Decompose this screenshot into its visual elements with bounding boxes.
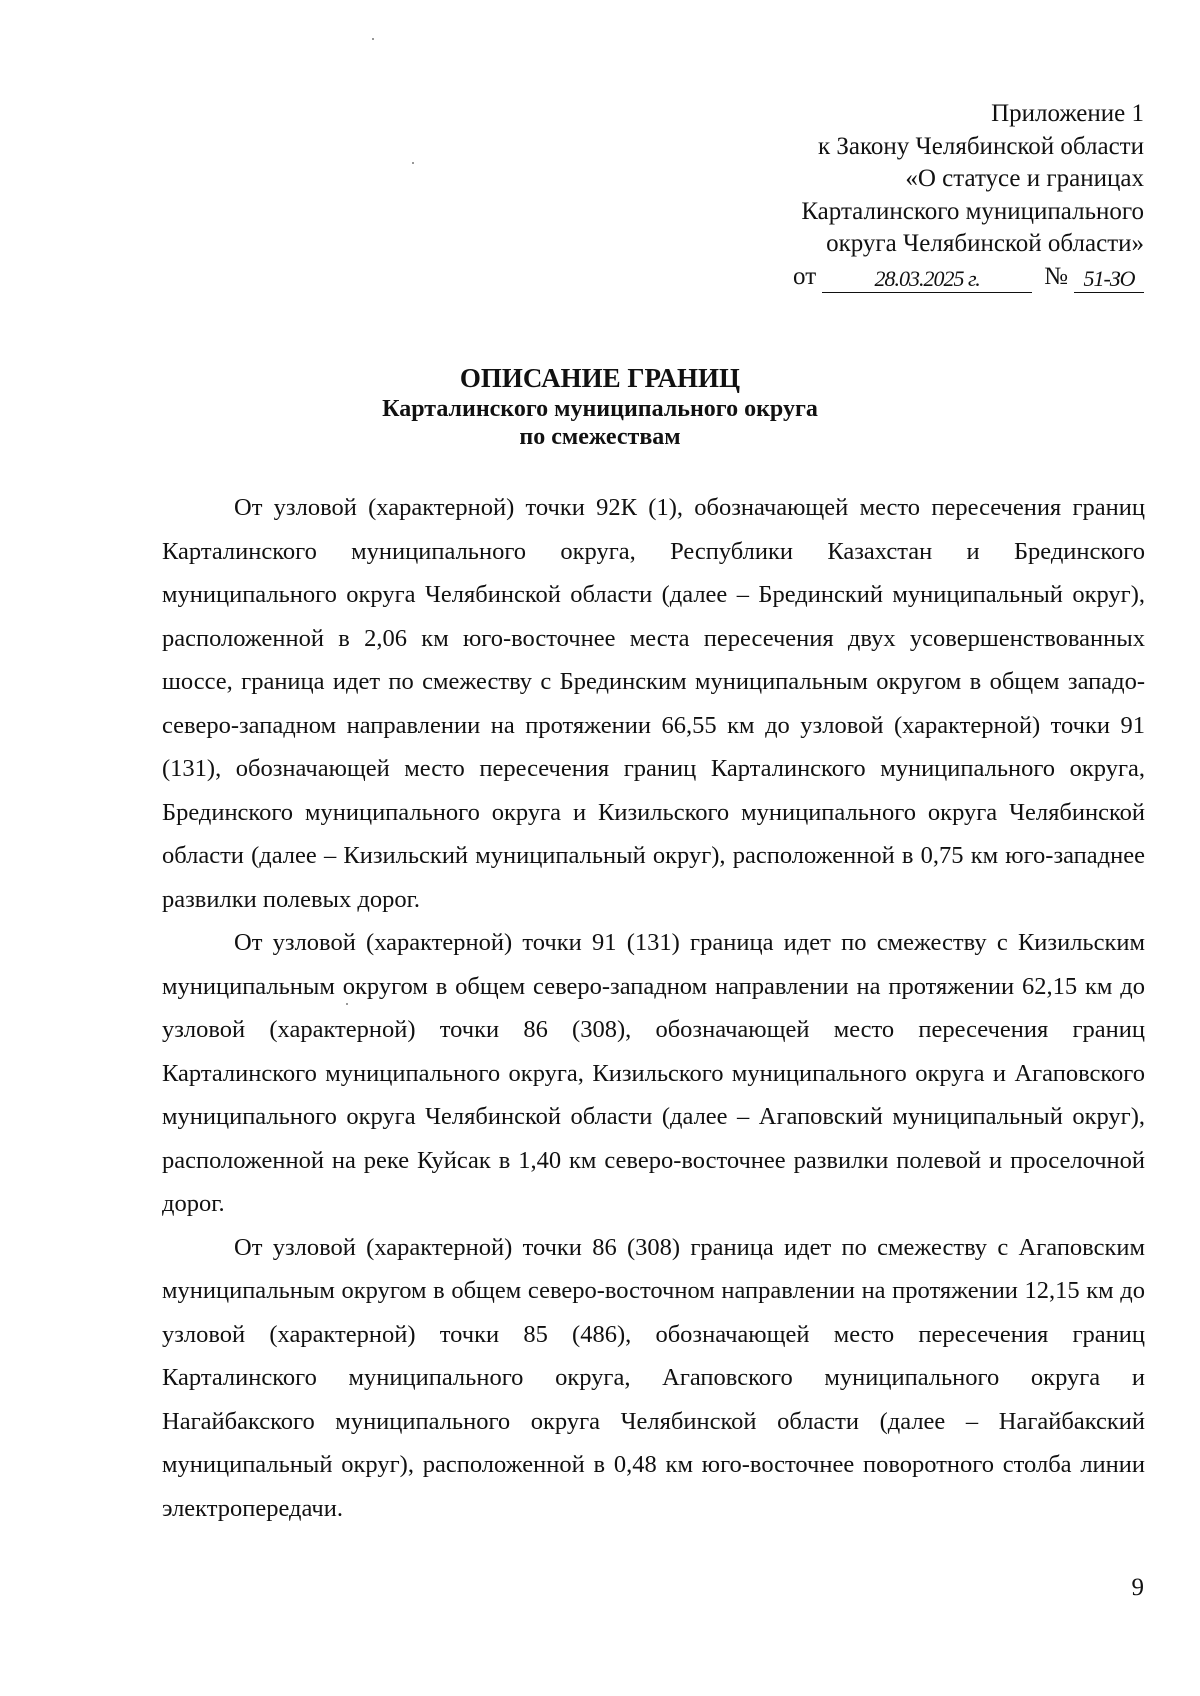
title-line-3: по смежествам — [519, 424, 681, 450]
law-date: 28.03.2025 г. — [822, 266, 1032, 293]
number-prefix: № — [1044, 262, 1068, 290]
date-prefix: от — [793, 262, 817, 290]
title-line-2: Карталинского муниципального округа — [382, 396, 818, 422]
law-number: 51-ЗО — [1074, 266, 1144, 293]
title-line-1: ОПИСАНИЕ ГРАНИЦ — [459, 363, 741, 393]
paragraph: От узловой (характерной) точки 91 (131) граница идет по смежеству с Кизильским муниципальным округом в общем северо-западном направлении на протяжении 62,15 км до узловой (характерной) точки 86 (308), обозначающей место пересечения границ Карталинского муниципального округа, Кизильского муниципального округа и Агаповского муниципального округа Челябинской области (далее – Агаповский муниципальный округ), расположенной на реке Куйсак в 1,40 км северо-восточнее развилки полевой и проселочной дорог. — [162, 929, 1145, 1217]
paragraph: От узловой (характерной) точки 92К (1), обозначающей место пересечения границ Карталинского муниципального округа, Республики Казахстан и Брединского муниципального округа Челябинской области (далее – Брединский муниципальный округ), расположенной в 2,06 км юго-восточнее места пересечения двух усовершенствованных шоссе, граница идет по смежеству с Брединским муниципальным округом в общем западо-северо-западном направлении на протяжении 66,55 км до узловой (характерной) точки 91 (131), обозначающей место пересечения границ Карталинского муниципального округа, Брединского муниципального округа и Кизильского муниципального округа Челябинской области (далее – Кизильский муниципальный округ), расположенной в 0,75 км юго-западнее развилки полевых дорог. — [162, 494, 1145, 913]
appendix-line-3: «О статусе и границах — [905, 165, 1144, 192]
page-number: 9 — [1131, 1574, 1144, 1601]
appendix-line-4: Карталинского муниципального — [801, 197, 1144, 225]
paragraph: От узловой (характерной) точки 86 (308) граница идет по смежеству с Агаповским муниципальным округом в общем северо-восточном направлении на протяжении 12,15 км до узловой (характерной) точки 85 (486), обозначающей место пересечения границ Карталинского муниципального округа, Агаповского муниципального округа и Нагайбакского муниципального округа Челябинской области (далее – Нагайбакский муниципальный округ), расположенной в 0,48 км юго-восточнее поворотного столба линии электропередачи. — [162, 1233, 1145, 1522]
scan-speck — [412, 162, 414, 164]
appendix-header — [793, 98, 1144, 293]
appendix-line-2: к Закону Челябинской области — [818, 132, 1144, 160]
law-date-number-row — [793, 261, 1144, 294]
scan-speck — [372, 38, 374, 40]
appendix-line-1: Приложение 1 — [991, 100, 1144, 127]
document-body — [162, 486, 1145, 1530]
scan-speck — [346, 1003, 348, 1005]
document-title — [0, 362, 1200, 451]
appendix-line-5: округа Челябинской области» — [826, 230, 1144, 257]
